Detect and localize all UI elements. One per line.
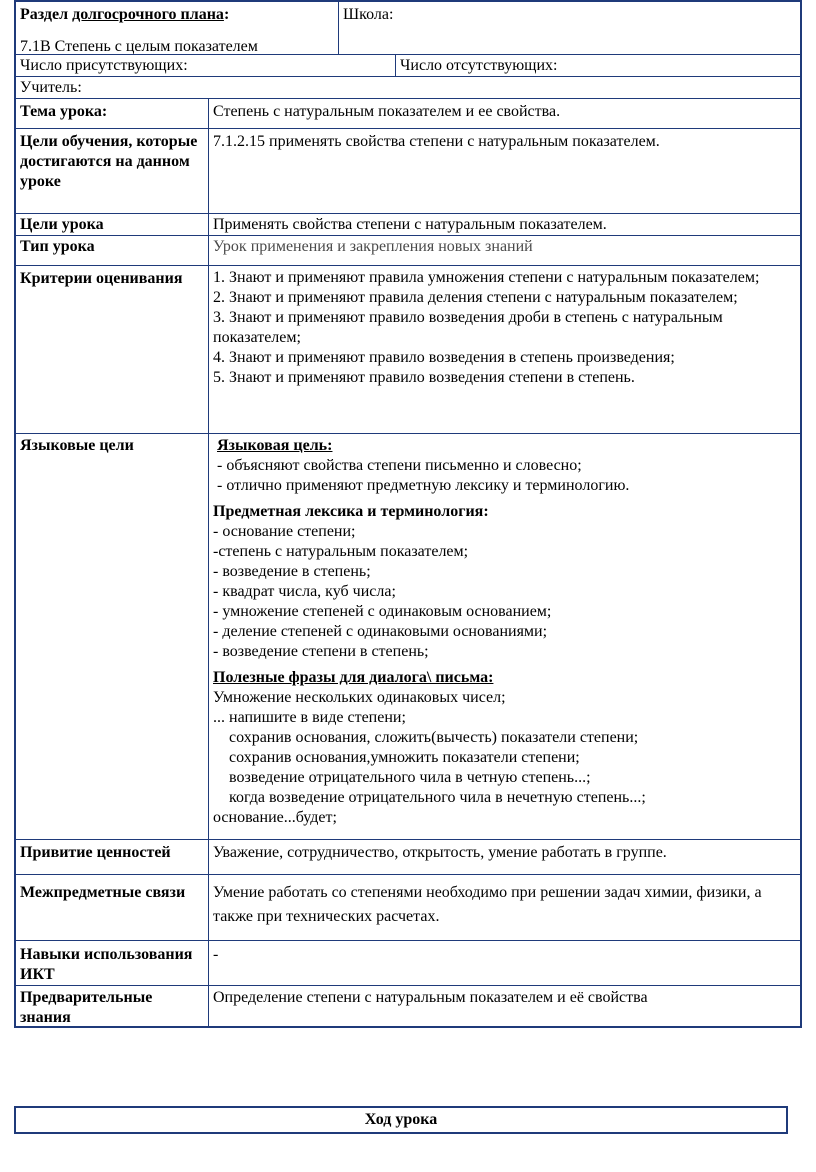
- values-row: [16, 840, 800, 875]
- interdisciplinary-label: Межпредметные связи: [16, 875, 209, 940]
- language-goals-content: [209, 434, 800, 839]
- criteria-list: [209, 266, 800, 433]
- section-prefix: Раздел: [20, 6, 73, 23]
- interdisciplinary-value: Умение работать со степенями необходимо при решении задач химии, физики, а также при технических расчетах.: [213, 884, 762, 925]
- teacher-row: [16, 77, 800, 99]
- values-label: Привитие ценностей: [16, 840, 209, 874]
- vocab-item: - возведение в степень;: [213, 563, 371, 580]
- vocab-item: - квадрат числа, куб числа;: [213, 583, 396, 600]
- attendance-row: [16, 55, 800, 77]
- teacher-cell: [16, 77, 800, 98]
- interdisciplinary-row: [16, 875, 800, 941]
- language-goals-label: Языковые цели: [16, 434, 209, 839]
- lesson-topic-row: [16, 99, 800, 129]
- vocab-item: - возведение степени в степень;: [213, 643, 429, 660]
- criteria-item: 2. Знают и применяют правила деления степени с натуральным показателем;: [213, 289, 738, 306]
- phrase-item: когда возведение отрицательного чила в нечетную степень...;: [229, 789, 646, 806]
- vocab-item: - умножение степеней с одинаковым основанием;: [213, 603, 552, 620]
- lesson-goals-label: Цели урока: [16, 214, 209, 235]
- prior-knowledge-row: [16, 986, 800, 1026]
- section-underlined: долгосрочного плана: [72, 6, 224, 23]
- school-label: Школа:: [343, 6, 394, 23]
- lesson-type-label: Тип урока: [16, 236, 209, 265]
- lesson-type-row: [16, 236, 800, 266]
- language-goal-heading: Языковая цель:: [217, 437, 333, 454]
- absent-cell: [396, 55, 800, 76]
- criteria-item: 4. Знают и применяют правило возведения в степень произведения;: [213, 349, 675, 366]
- lesson-topic-label: Тема урока:: [16, 99, 209, 128]
- header-row: [16, 2, 800, 55]
- section-cell: Раздел долгосрочного плана: 7.1В Степень с целым показателем: [16, 2, 339, 54]
- absent-label: Число отсутствующих:: [400, 57, 558, 74]
- present-cell: [16, 55, 396, 76]
- criteria-item: 5. Знают и применяют правило возведения степени в степень.: [213, 369, 635, 386]
- phrases-heading: Полезные фразы для диалога\ письма:: [213, 669, 494, 686]
- criteria-item: 1. Знают и применяют правила умножения степени с натуральным показателем;: [213, 269, 760, 286]
- criteria-label: Критерии оценивания: [16, 266, 209, 433]
- phrase-item: основание...будет;: [213, 809, 337, 826]
- phrase-item: Умножение нескольких одинаковых чисел;: [213, 689, 506, 706]
- present-label: Число присутствующих:: [20, 57, 188, 74]
- ict-value: -: [213, 946, 219, 963]
- phrase-item: сохранив основания,умножить показатели степени;: [229, 749, 580, 766]
- lesson-type-value: Урок применения и закрепления новых знаний: [213, 238, 533, 255]
- language-goals-row: [16, 434, 800, 840]
- school-cell: [339, 2, 800, 54]
- vocab-item: - основание степени;: [213, 523, 356, 540]
- language-goal-item: - отлично применяют предметную лексику и терминологию.: [217, 477, 630, 494]
- phrase-item: ... напишите в виде степени;: [213, 709, 406, 726]
- lesson-goals-value: Применять свойства степени с натуральным показателем.: [213, 216, 607, 233]
- learning-goals-label: Цели обучения, которые достигаются на данном уроке: [16, 129, 209, 213]
- ict-row: [16, 941, 800, 986]
- criteria-item: 3. Знают и применяют правило возведения дроби в степень с натуральным показателем;: [213, 309, 723, 346]
- lesson-plan-table: [14, 0, 802, 1028]
- phrase-item: возведение отрицательного чила в четную степень...;: [229, 769, 591, 786]
- lesson-topic-value: Степень с натуральным показателем и ее свойства.: [213, 103, 561, 120]
- vocab-item: -степень с натуральным показателем;: [213, 543, 469, 560]
- teacher-label: Учитель:: [20, 79, 82, 96]
- ict-label: Навыки использования ИКТ: [16, 941, 209, 985]
- criteria-row: [16, 266, 800, 434]
- vocab-heading: Предметная лексика и терминология:: [213, 503, 489, 520]
- phrase-item: сохранив основания, сложить(вычесть) показатели степени;: [229, 729, 639, 746]
- vocab-item: - деление степеней с одинаковыми основаниями;: [213, 623, 548, 640]
- prior-knowledge-value: Определение степени с натуральным показателем и её свойства: [213, 989, 648, 1006]
- section-topic: 7.1В Степень с целым показателем: [20, 38, 258, 54]
- lesson-goals-row: [16, 214, 800, 236]
- prior-knowledge-label: Предварительные знания: [16, 986, 209, 1026]
- language-goal-item: - объясняют свойства степени письменно и словесно;: [217, 457, 582, 474]
- values-value: Уважение, сотрудничество, открытость, умение работать в группе.: [213, 844, 667, 861]
- learning-goals-value: 7.1.2.15 применять свойства степени с натуральным показателем.: [213, 133, 660, 150]
- learning-goals-row: [16, 129, 800, 214]
- lesson-progress-heading: Ход урока: [14, 1106, 788, 1134]
